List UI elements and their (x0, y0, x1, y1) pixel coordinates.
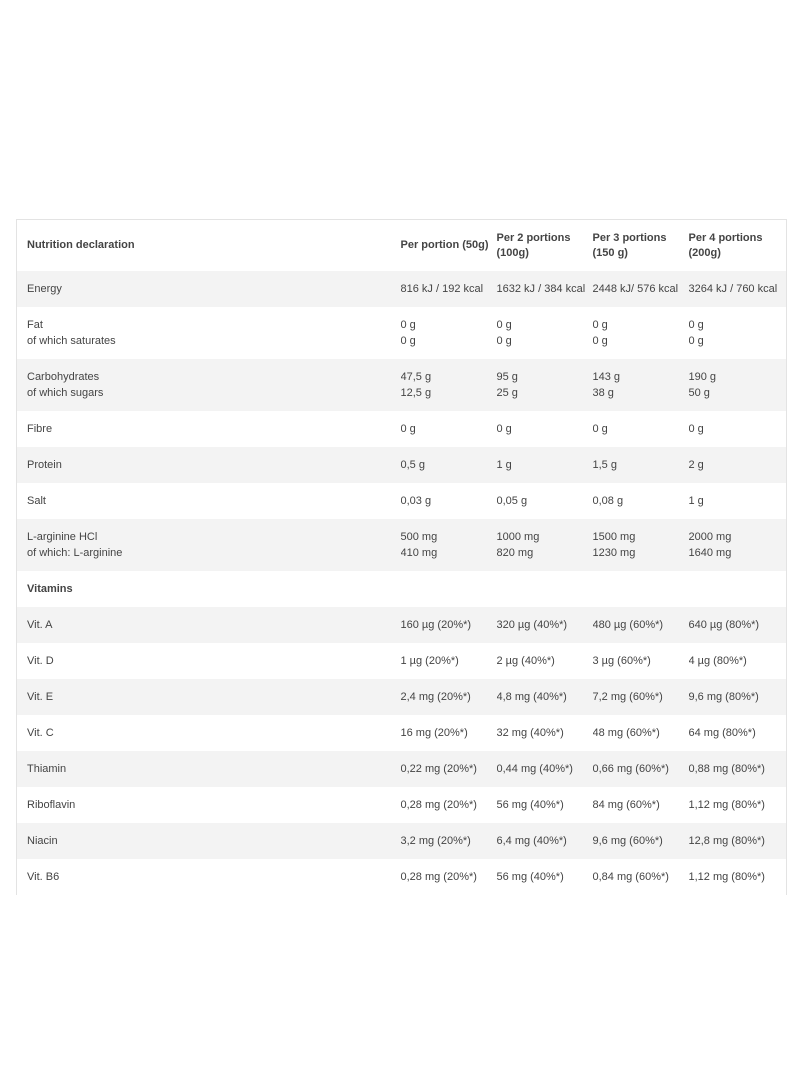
row-label (17, 859, 401, 895)
value-line: 410 mg (400, 547, 438, 559)
header-per-4-portions: Per 4 portions (200g) (689, 220, 787, 272)
value-line: 0 g (496, 319, 512, 331)
row-label-line: Protein (27, 459, 62, 471)
value-line: 0,88 mg (80%*) (688, 763, 765, 775)
value-line: 0,66 mg (60%*) (592, 763, 669, 775)
row-label-line: Niacin (27, 835, 58, 847)
value-line: 0,84 mg (60%*) (592, 871, 669, 883)
value-cell-per-2-portions (497, 271, 593, 307)
table-body (17, 271, 787, 895)
value-line: 0 g (592, 319, 608, 331)
row-label (17, 307, 401, 359)
value-cell-per-2-portions (497, 359, 593, 411)
value-line: 2,4 mg (20%*) (400, 691, 471, 703)
value-cell-per-portion (401, 787, 497, 823)
value-cell-per-4-portions (689, 643, 787, 679)
value-cell-per-portion (401, 859, 497, 895)
value-cell-per-2-portions (497, 519, 593, 571)
value-cell-per-2-portions (497, 643, 593, 679)
table-row (17, 411, 787, 447)
row-label-line: Vit. C (27, 727, 54, 739)
value-cell-per-portion (401, 571, 497, 607)
value-line: 95 g (496, 371, 518, 383)
value-line: 0 g (400, 335, 416, 347)
table-row (17, 359, 787, 411)
value-line: 1000 mg (496, 531, 540, 543)
value-cell-per-portion (401, 607, 497, 643)
value-line: 0,08 g (592, 495, 624, 507)
row-label-line: Vit. B6 (27, 871, 60, 883)
value-cell-per-4-portions (689, 483, 787, 519)
row-label-line: Fibre (27, 423, 53, 435)
value-cell-per-2-portions (497, 823, 593, 859)
value-cell-per-4-portions (689, 359, 787, 411)
row-label-line: L-arginine HCl (27, 531, 98, 543)
value-cell-per-2-portions (497, 307, 593, 359)
row-label (17, 607, 401, 643)
value-line: 0 g (688, 319, 704, 331)
value-line: 4 µg (80%*) (688, 655, 747, 667)
value-cell-per-3-portions (593, 519, 689, 571)
value-cell-per-portion (401, 307, 497, 359)
table-row (17, 271, 787, 307)
value-cell-per-2-portions (497, 411, 593, 447)
nutrition-table (16, 219, 787, 895)
value-cell-per-3-portions (593, 679, 689, 715)
table-row (17, 607, 787, 643)
value-line: 50 g (688, 387, 710, 399)
row-label (17, 411, 401, 447)
value-line: 820 mg (496, 547, 534, 559)
value-line: 2 g (688, 459, 704, 471)
value-line: 25 g (496, 387, 518, 399)
value-line: 480 µg (60%*) (592, 619, 664, 631)
value-cell-per-4-portions (689, 859, 787, 895)
value-line: 47,5 g (400, 371, 432, 383)
value-cell-per-4-portions (689, 571, 787, 607)
table-row (17, 307, 787, 359)
value-line: 1,12 mg (80%*) (688, 799, 765, 811)
value-line: 12,5 g (400, 387, 432, 399)
value-cell-per-2-portions (497, 679, 593, 715)
value-cell-per-portion (401, 447, 497, 483)
value-cell-per-portion (401, 751, 497, 787)
header-nutrition-declaration: Nutrition declaration (17, 220, 401, 272)
value-cell-per-4-portions (689, 271, 787, 307)
value-line: 38 g (592, 387, 614, 399)
row-label (17, 823, 401, 859)
value-cell-per-portion (401, 359, 497, 411)
value-cell-per-3-portions (593, 787, 689, 823)
table-row (17, 447, 787, 483)
row-sublabel-line: of which sugars (27, 387, 104, 399)
value-line: 3,2 mg (20%*) (400, 835, 471, 847)
value-line: 0 g (592, 423, 608, 435)
value-line: 9,6 mg (80%*) (688, 691, 759, 703)
value-cell-per-3-portions (593, 447, 689, 483)
row-sublabel-line: of which saturates (27, 335, 116, 347)
value-cell-per-3-portions (593, 359, 689, 411)
row-label (17, 359, 401, 411)
value-line: 1632 kJ / 384 kcal (496, 283, 586, 295)
table-row (17, 751, 787, 787)
value-cell-per-3-portions (593, 715, 689, 751)
row-label (17, 679, 401, 715)
value-cell-per-4-portions (689, 715, 787, 751)
value-line: 0,22 mg (20%*) (400, 763, 477, 775)
row-label-line: Carbohydrates (27, 371, 100, 383)
value-line: 0 g (496, 423, 512, 435)
value-line: 0,5 g (400, 459, 425, 471)
value-cell-per-portion (401, 679, 497, 715)
row-label (17, 643, 401, 679)
value-cell-per-portion (401, 823, 497, 859)
table-row (17, 787, 787, 823)
table-row (17, 823, 787, 859)
value-line: 1 µg (20%*) (400, 655, 459, 667)
value-cell-per-2-portions (497, 751, 593, 787)
value-cell-per-3-portions (593, 643, 689, 679)
value-line: 1230 mg (592, 547, 636, 559)
value-line: 6,4 mg (40%*) (496, 835, 567, 847)
value-cell-per-4-portions (689, 751, 787, 787)
value-line: 3264 kJ / 760 kcal (688, 283, 778, 295)
value-line: 0 g (688, 335, 704, 347)
table-row (17, 679, 787, 715)
row-label-line: Vit. E (27, 691, 54, 703)
value-line: 143 g (592, 371, 621, 383)
value-line: 190 g (688, 371, 717, 383)
value-cell-per-3-portions (593, 751, 689, 787)
value-cell-per-portion (401, 715, 497, 751)
value-line: 56 mg (40%*) (496, 799, 564, 811)
value-cell-per-2-portions (497, 607, 593, 643)
header-per-portion: Per portion (50g) (401, 220, 497, 272)
value-cell-per-3-portions (593, 571, 689, 607)
value-line: 0,28 mg (20%*) (400, 871, 477, 883)
value-line: 2000 mg (688, 531, 732, 543)
header-per-3-portions: Per 3 portions (150 g) (593, 220, 689, 272)
value-line: 3 µg (60%*) (592, 655, 651, 667)
value-cell-per-4-portions (689, 823, 787, 859)
row-label-line: Energy (27, 283, 62, 295)
row-sublabel-line: of which: L-arginine (27, 547, 123, 559)
value-cell-per-2-portions (497, 447, 593, 483)
value-line: 0 g (496, 335, 512, 347)
value-cell-per-3-portions (593, 411, 689, 447)
value-cell-per-portion (401, 483, 497, 519)
table-row (17, 643, 787, 679)
value-cell-per-4-portions (689, 411, 787, 447)
value-cell-per-3-portions (593, 859, 689, 895)
value-cell-per-2-portions (497, 483, 593, 519)
row-label-line: Vit. D (27, 655, 54, 667)
value-cell-per-3-portions (593, 307, 689, 359)
row-label (17, 519, 401, 571)
value-cell-per-3-portions (593, 271, 689, 307)
value-line: 816 kJ / 192 kcal (400, 283, 484, 295)
value-line: 1,12 mg (80%*) (688, 871, 765, 883)
value-line: 64 mg (80%*) (688, 727, 756, 739)
value-line: 1 g (496, 459, 512, 471)
value-cell-per-4-portions (689, 607, 787, 643)
value-line: 1,5 g (592, 459, 617, 471)
table-row (17, 519, 787, 571)
value-cell-per-4-portions (689, 787, 787, 823)
value-line: 2448 kJ/ 576 kcal (592, 283, 679, 295)
value-cell-per-3-portions (593, 607, 689, 643)
value-cell-per-4-portions (689, 447, 787, 483)
value-cell-per-4-portions (689, 307, 787, 359)
row-label (17, 751, 401, 787)
row-label-line: Thiamin (27, 763, 67, 775)
value-line: 56 mg (40%*) (496, 871, 564, 883)
value-line: 1640 mg (688, 547, 732, 559)
value-line: 12,8 mg (80%*) (688, 835, 765, 847)
value-line: 0,03 g (400, 495, 432, 507)
value-cell-per-3-portions (593, 823, 689, 859)
value-line: 320 µg (40%*) (496, 619, 568, 631)
row-label (17, 271, 401, 307)
value-line: 0 g (592, 335, 608, 347)
value-cell-per-2-portions (497, 787, 593, 823)
value-line: 500 mg (400, 531, 438, 543)
table-row (17, 859, 787, 895)
value-cell-per-4-portions (689, 519, 787, 571)
table-header (17, 220, 787, 272)
value-cell-per-2-portions (497, 715, 593, 751)
value-cell-per-4-portions (689, 679, 787, 715)
value-line: 0,28 mg (20%*) (400, 799, 477, 811)
section-heading (17, 571, 401, 607)
value-line: 48 mg (60%*) (592, 727, 660, 739)
value-cell-per-2-portions (497, 571, 593, 607)
value-cell-per-3-portions (593, 483, 689, 519)
table-row (17, 715, 787, 751)
value-line: 32 mg (40%*) (496, 727, 564, 739)
value-line: 0 g (400, 423, 416, 435)
value-line: 0 g (400, 319, 416, 331)
value-cell-per-portion (401, 411, 497, 447)
row-label-line: Riboflavin (27, 799, 76, 811)
value-line: 0,44 mg (40%*) (496, 763, 573, 775)
table-row (17, 483, 787, 519)
row-label-line: Vitamins (27, 583, 73, 595)
value-line: 160 µg (20%*) (400, 619, 472, 631)
value-line: 4,8 mg (40%*) (496, 691, 567, 703)
row-label-line: Salt (27, 495, 46, 507)
value-line: 1500 mg (592, 531, 636, 543)
row-label (17, 715, 401, 751)
row-label (17, 787, 401, 823)
header-row (17, 220, 787, 272)
value-line: 0 g (688, 423, 704, 435)
value-cell-per-2-portions (497, 859, 593, 895)
value-line: 2 µg (40%*) (496, 655, 555, 667)
row-label-line: Vit. A (27, 619, 53, 631)
value-line: 16 mg (20%*) (400, 727, 468, 739)
value-line: 1 g (688, 495, 704, 507)
section-row (17, 571, 787, 607)
row-label (17, 447, 401, 483)
row-label (17, 483, 401, 519)
value-cell-per-portion (401, 271, 497, 307)
value-line: 0,05 g (496, 495, 528, 507)
row-label-line: Fat (27, 319, 43, 331)
value-line: 7,2 mg (60%*) (592, 691, 663, 703)
value-cell-per-portion (401, 643, 497, 679)
value-cell-per-portion (401, 519, 497, 571)
header-per-2-portions: Per 2 portions (100g) (497, 220, 593, 272)
value-line: 9,6 mg (60%*) (592, 835, 663, 847)
value-line: 640 µg (80%*) (688, 619, 760, 631)
value-line: 84 mg (60%*) (592, 799, 660, 811)
